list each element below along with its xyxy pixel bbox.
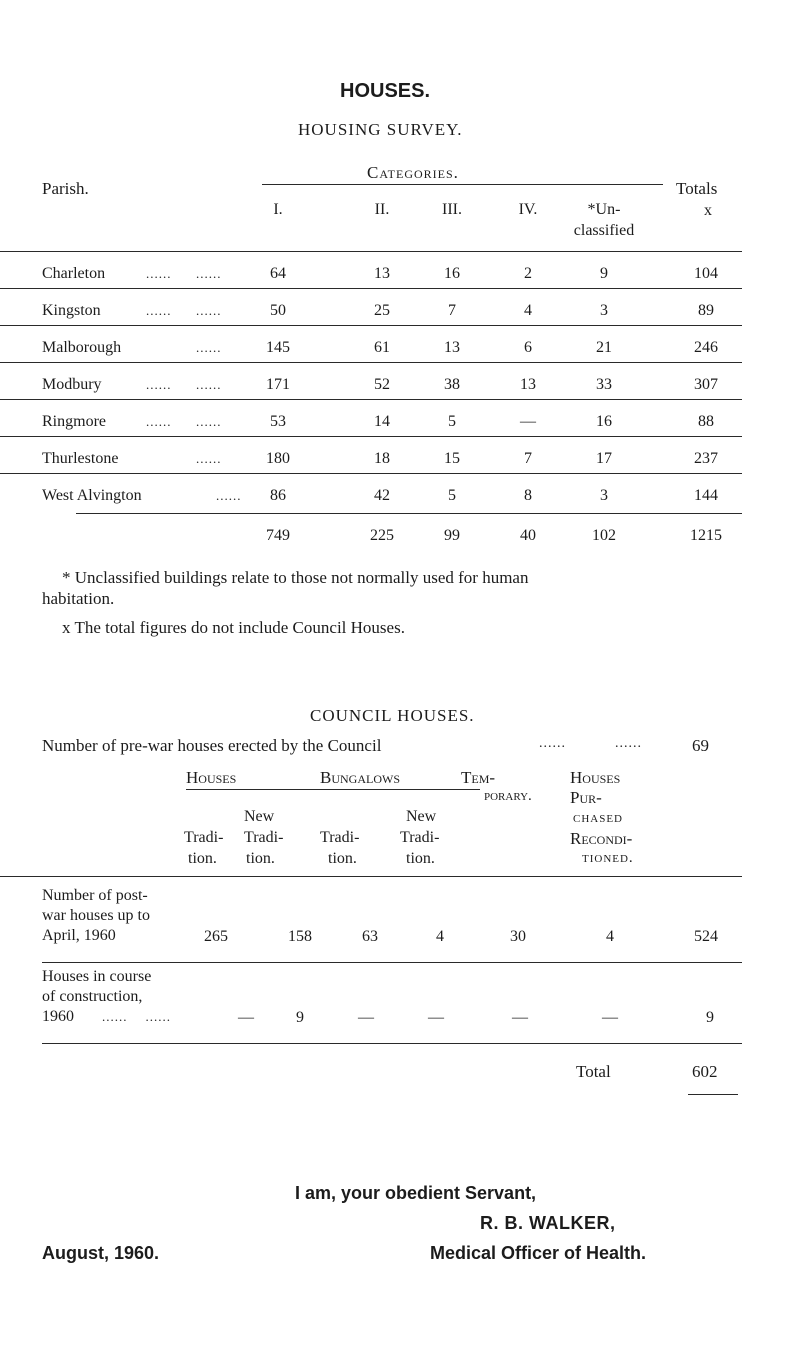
construction-row-label: [42, 967, 171, 1027]
total-cat-3: 99: [444, 527, 460, 544]
category-value: 9: [600, 265, 608, 282]
category-value: 17: [596, 450, 612, 467]
total-label: Total: [576, 1062, 611, 1081]
category-value: 18: [374, 450, 390, 467]
categories-header: Categories.: [367, 163, 459, 182]
post-war-label-line1: Number of post-: [42, 887, 148, 904]
houses-newtrad-1: Tradi-: [244, 829, 284, 846]
bungalows-newtrad-2: tion.: [406, 850, 435, 867]
category-value: 2: [524, 265, 532, 282]
construction-label-line1: Houses in course: [42, 968, 152, 985]
row-rule: [0, 288, 742, 289]
category-value: 3: [600, 302, 608, 319]
parish-total: 246: [694, 339, 718, 356]
parish-name: Charleton: [42, 265, 106, 282]
parish-leader-dots: ......: [146, 266, 172, 281]
category-value: 64: [270, 265, 286, 282]
parish-name: Malborough: [42, 339, 122, 356]
note-unclassified-line2: habitation.: [42, 589, 115, 608]
parish-leader-dots: ......: [196, 303, 222, 318]
category-value: 16: [596, 413, 612, 430]
note-totals: x The total figures do not include Council Houses.: [62, 618, 405, 637]
signoff-date: August, 1960.: [42, 1243, 160, 1263]
council-header-rule: [0, 876, 742, 877]
post-war-total: 524: [694, 928, 718, 945]
category-header-3: III.: [442, 201, 462, 218]
construction-bungalows-newtrad: —: [428, 1009, 444, 1026]
category-value: 3: [600, 487, 608, 504]
parish-leader-dots: ......: [146, 414, 172, 429]
total-cat-4: 40: [520, 527, 536, 544]
row-rule: [0, 436, 742, 437]
category-value: 53: [270, 413, 286, 430]
prewar-label: Number of pre-war houses erected by the Council: [42, 736, 382, 755]
parish-leader-dots: ......: [196, 340, 222, 355]
category-value: 38: [444, 376, 460, 393]
category-value: 180: [266, 450, 290, 467]
post-war-houses-newtrad: 158: [288, 928, 312, 945]
note-unclassified-line1: * Unclassified buildings relate to those not normally used for human: [62, 568, 529, 587]
category-value: 6: [524, 339, 532, 356]
parish-leader-dots: ......: [216, 488, 242, 503]
construction-bungalows-trad: —: [358, 1009, 374, 1026]
category-value: 52: [374, 376, 390, 393]
category-value: 8: [524, 487, 532, 504]
category-value: 25: [374, 302, 390, 319]
construction-label-line3: [42, 1007, 171, 1027]
post-war-bungalows-trad: 63: [362, 928, 378, 945]
purchased-header-4: Recondi-: [570, 829, 633, 848]
category-value: 7: [524, 450, 532, 467]
category-value: 145: [266, 339, 290, 356]
parish-leader-dots: ......: [146, 377, 172, 392]
category-value: 4: [524, 302, 532, 319]
categories-rule: [262, 184, 663, 185]
parish-name: West Alvington: [42, 487, 142, 504]
bungalows-group-header: Bungalows: [320, 768, 400, 787]
category-header-2: II.: [374, 201, 390, 218]
construction-total: 9: [706, 1009, 714, 1026]
post-war-bungalows-newtrad: 4: [436, 928, 444, 945]
construction-leader-1: ......: [102, 1009, 128, 1024]
signoff-name: R. B. WALKER,: [480, 1213, 616, 1233]
prewar-leader-2: ......: [615, 736, 642, 751]
parish-leader-dots: ......: [196, 377, 222, 392]
new-header-bungalows: New: [406, 808, 437, 825]
construction-houses-newtrad: 9: [296, 1009, 304, 1026]
purchased-header-2: Pur-: [570, 788, 602, 807]
row-rule: [0, 325, 742, 326]
construction-houses-trad: —: [238, 1009, 254, 1026]
purchased-header-3: chased: [573, 810, 624, 826]
parish-name: Modbury: [42, 376, 102, 393]
category-value: 86: [270, 487, 286, 504]
parish-total: 88: [698, 413, 714, 430]
construction-label-year: 1960: [42, 1008, 74, 1025]
row-rule: [0, 473, 742, 474]
totals-rule: [76, 513, 742, 514]
bungalows-trad-2: tion.: [328, 850, 357, 867]
signoff-line1: I am, your obedient Servant,: [295, 1183, 537, 1203]
category-value: 13: [520, 376, 536, 393]
new-header-houses: New: [244, 808, 275, 825]
category-value: 42: [374, 487, 390, 504]
purchased-header-5: tioned.: [582, 850, 634, 866]
houses-group-header: Houses: [186, 768, 237, 787]
parish-leader-dots: ......: [146, 303, 172, 318]
category-value: 61: [374, 339, 390, 356]
category-value: 7: [448, 302, 456, 319]
council-bottom-rule: [42, 1043, 742, 1044]
post-war-temporary: 30: [510, 928, 526, 945]
total-value: 602: [692, 1062, 718, 1081]
category-value: 13: [444, 339, 460, 356]
category-value: 13: [374, 265, 390, 282]
category-value: 50: [270, 302, 286, 319]
page-title: HOUSES.: [340, 80, 431, 102]
category-value: 21: [596, 339, 612, 356]
construction-leader-2: ......: [145, 1009, 171, 1024]
category-value: 5: [448, 413, 456, 430]
parish-total: 307: [694, 376, 718, 393]
parish-total: 104: [694, 265, 718, 282]
totals-mark: x: [704, 202, 712, 219]
parish-total: 144: [694, 487, 718, 504]
total-cat-2: 225: [370, 527, 394, 544]
total-cat-5: 102: [592, 527, 616, 544]
header-rule: [0, 251, 742, 252]
construction-label-line2: of construction,: [42, 988, 143, 1005]
category-header-4: IV.: [518, 201, 538, 218]
group-rule: [186, 789, 480, 790]
council-row-rule: [42, 962, 742, 963]
category-value: 33: [596, 376, 612, 393]
survey-title: HOUSING SURVEY.: [298, 120, 463, 139]
row-rule: [0, 362, 742, 363]
houses-trad-1: Tradi-: [184, 829, 224, 846]
bungalows-newtrad-1: Tradi-: [400, 829, 440, 846]
prewar-value: 69: [692, 736, 709, 755]
construction-purchased: —: [602, 1009, 618, 1026]
parish-leader-dots: ......: [196, 451, 222, 466]
category-value: —: [520, 413, 536, 430]
construction-temporary: —: [512, 1009, 528, 1026]
parish-total: 89: [698, 302, 714, 319]
purchased-header-1: Houses: [570, 768, 621, 787]
totals-header: Totals: [676, 179, 718, 198]
parish-total: 237: [694, 450, 718, 467]
total-all: 1215: [690, 527, 722, 544]
post-war-label-line2: war houses up to: [42, 907, 150, 924]
parish-name: Ringmore: [42, 413, 106, 430]
category-value: 15: [444, 450, 460, 467]
parish-leader-dots: ......: [196, 266, 222, 281]
council-title: COUNCIL HOUSES.: [310, 706, 475, 725]
category-header-5a: *Un-: [587, 201, 621, 218]
signoff-title: Medical Officer of Health.: [430, 1243, 647, 1263]
category-header-1: I.: [273, 201, 283, 218]
total-cat-1: 749: [266, 527, 290, 544]
post-war-purchased: 4: [606, 928, 614, 945]
bungalows-trad-1: Tradi-: [320, 829, 360, 846]
parish-leader-dots: ......: [196, 414, 222, 429]
prewar-leader-1: ......: [539, 736, 566, 751]
total-underline: [688, 1094, 738, 1095]
temporary-header-2: porary.: [484, 788, 532, 804]
temporary-header-1: Tem-: [461, 768, 496, 787]
parish-name: Thurlestone: [42, 450, 119, 467]
parish-name: Kingston: [42, 302, 101, 319]
parish-header: Parish.: [42, 179, 89, 198]
category-header-5b: classified: [573, 222, 635, 239]
row-rule: [0, 399, 742, 400]
category-value: 16: [444, 265, 460, 282]
category-value: 5: [448, 487, 456, 504]
post-war-houses-trad: 265: [204, 928, 228, 945]
category-value: 14: [374, 413, 390, 430]
post-war-row-label: [42, 886, 150, 946]
post-war-label-line3: April, 1960: [42, 927, 116, 944]
category-value: 171: [266, 376, 290, 393]
houses-newtrad-2: tion.: [246, 850, 275, 867]
houses-trad-2: tion.: [188, 850, 217, 867]
